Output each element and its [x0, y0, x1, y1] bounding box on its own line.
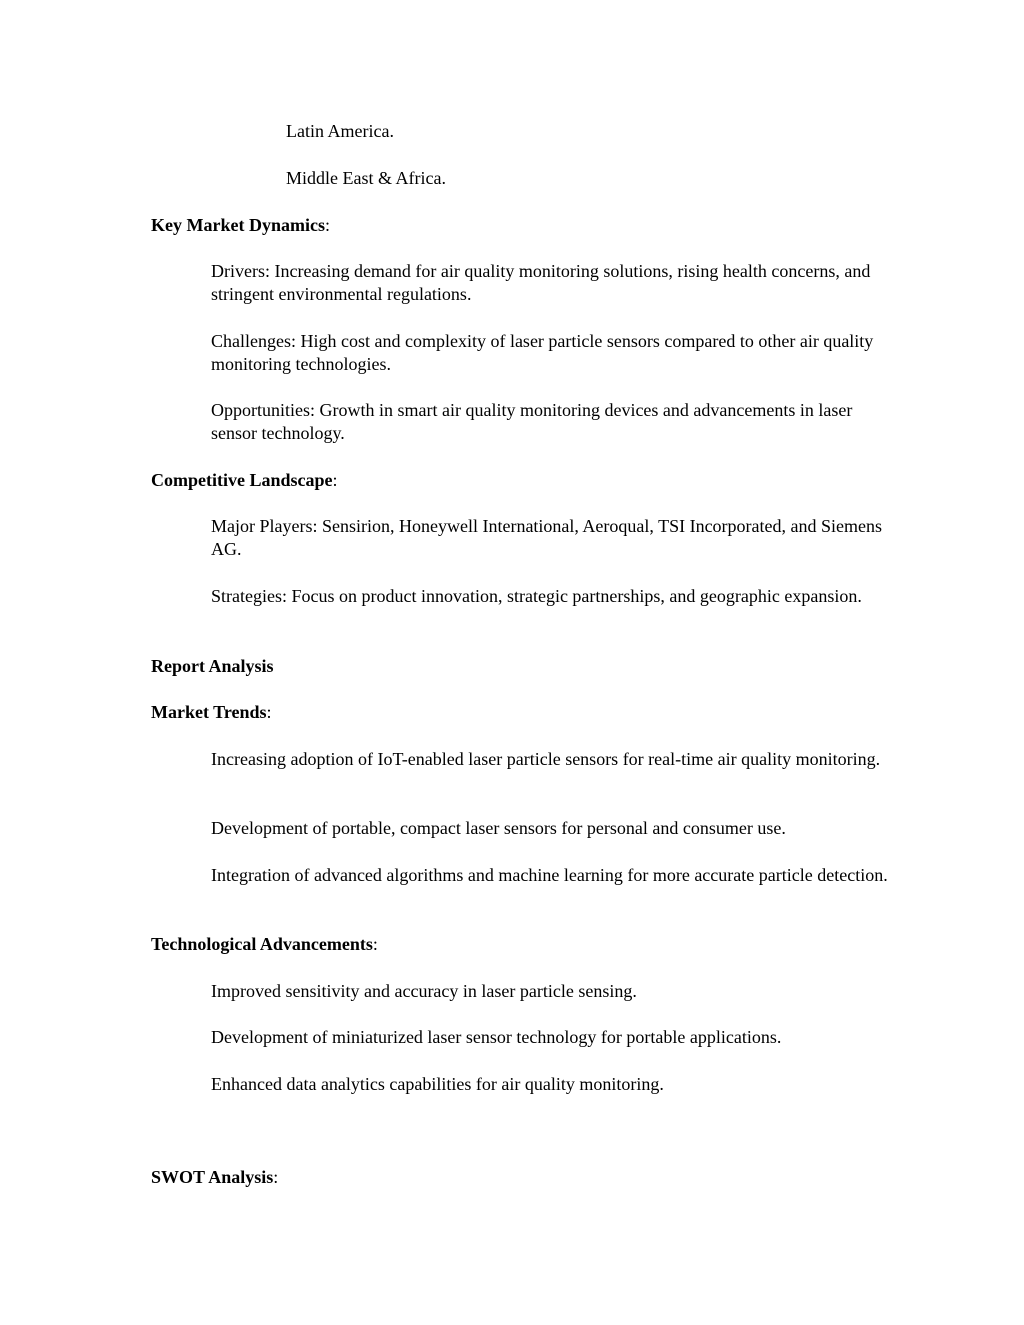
- competitive-landscape-title: Competitive Landscape: [151, 470, 333, 490]
- challenges-paragraph: Challenges: High cost and complexity of laser particle sensors compared to other air quality monitoring technologies.: [211, 331, 874, 374]
- strategies-paragraph: Strategies: Focus on product innovation, strategic partnerships, and geographic expansion.: [211, 586, 862, 606]
- swot-analysis-heading: [151, 1166, 278, 1189]
- tech-advancement-item: Improved sensitivity and accuracy in laser particle sensing.: [211, 981, 637, 1001]
- region-middle-east-africa: Middle East & Africa.: [286, 168, 446, 188]
- report-analysis-title: Report Analysis: [151, 656, 274, 676]
- competitive-landscape-heading: [151, 469, 338, 492]
- drivers-paragraph: Drivers: Increasing demand for air quality monitoring solutions, rising health concerns, and stringent environmental regulations.: [211, 261, 871, 304]
- region-latin-america: Latin America.: [286, 121, 394, 141]
- report-analysis-heading: [151, 655, 274, 678]
- heading-colon: :: [332, 470, 338, 490]
- tech-advancement-item: Enhanced data analytics capabilities for air quality monitoring.: [211, 1074, 664, 1094]
- market-trends-heading: [151, 701, 272, 724]
- key-market-dynamics-heading: [151, 214, 330, 237]
- tech-advancement-item: Development of miniaturized laser sensor technology for portable applications.: [211, 1027, 782, 1047]
- market-trend-item: Development of portable, compact laser sensors for personal and consumer use.: [211, 818, 786, 838]
- heading-colon: :: [266, 702, 272, 722]
- technological-advancements-title: Technological Advancements: [151, 934, 373, 954]
- key-market-dynamics-title: Key Market Dynamics: [151, 215, 325, 235]
- heading-colon: :: [324, 215, 330, 235]
- market-trends-title: Market Trends: [151, 702, 267, 722]
- market-trend-item: Increasing adoption of IoT-enabled laser particle sensors for real-time air quality monitoring.: [211, 749, 881, 769]
- major-players-paragraph: Major Players: Sensirion, Honeywell International, Aeroqual, TSI Incorporated, and Siemens AG.: [211, 516, 883, 559]
- opportunities-paragraph: Opportunities: Growth in smart air quality monitoring devices and advancements in laser sensor technology.: [211, 400, 853, 443]
- technological-advancements-heading: [151, 933, 378, 956]
- heading-colon: :: [372, 934, 378, 954]
- heading-colon: :: [273, 1167, 279, 1187]
- swot-analysis-title: SWOT Analysis: [151, 1167, 274, 1187]
- market-trend-item: Integration of advanced algorithms and machine learning for more accurate particle detection.: [211, 865, 888, 885]
